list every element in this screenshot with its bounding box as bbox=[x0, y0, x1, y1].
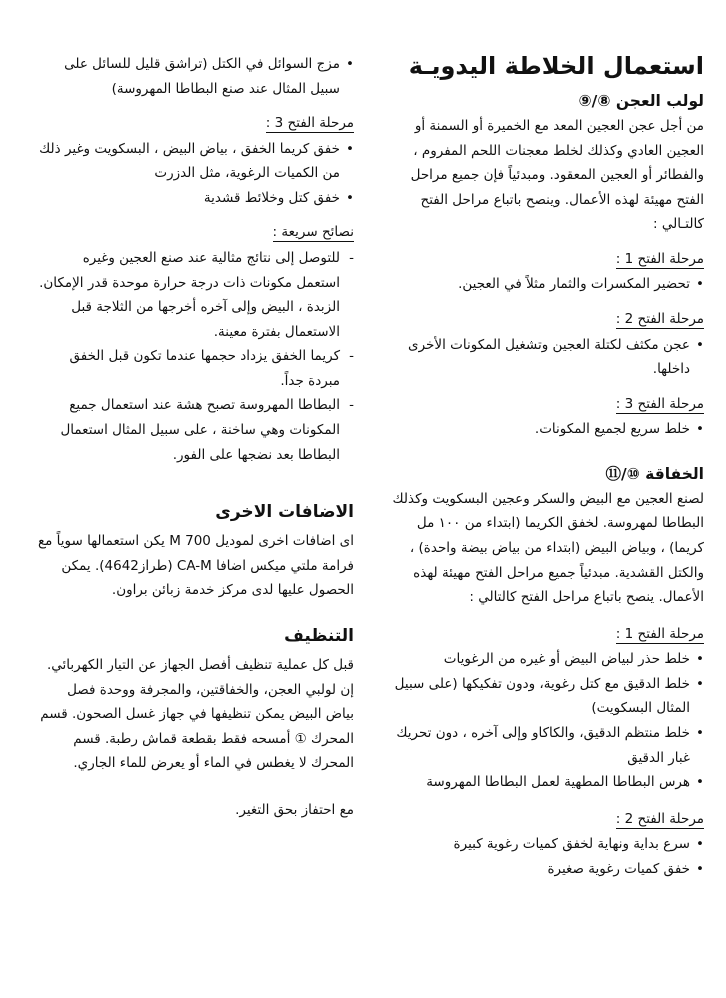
whisk-stage-1-label: مرحلة الفتح 1 : bbox=[615, 625, 704, 642]
accessories-text: اى اضافات اخرى لموديل M 700 يكن استعمالها سوياً مع فرامة ملتي ميكس اضافا CA-M (طراز4642). يمكن الحصول عليها لدى مركز خدمة زبائن براون. bbox=[37, 533, 354, 599]
quick-tips-list bbox=[36, 246, 354, 467]
left-column bbox=[36, 52, 354, 822]
dough-stage-1-label: مرحلة الفتح 1 : bbox=[615, 250, 704, 267]
dough-stage-3-label: مرحلة الفتح 3 : bbox=[615, 395, 704, 412]
list-item: • مزج السوائل في الكتل (تراشق قليل للسائل على سبيل المثال عند صنع البطاطا المهروسة) bbox=[36, 52, 354, 101]
whisk-stage-2-list bbox=[386, 832, 704, 881]
cleaning-text: قبل كل عملية تنظيف أفصل الجهاز عن التيار الكهربائي. إن لولبي العجن، والخفاقتين، والمجرفة ووحدة فصل بياض البيض يمكن تنظيفها في جهاز غسل الصحون. قسم المحرك ① أمسحه فقط بقطعة قماش رطبة. قسم المحرك لا يغطس في الماء أو يعرض للماء الجاري. bbox=[40, 656, 354, 772]
dough-stage-1-list bbox=[386, 272, 704, 297]
list-item: - كريما الخفق يزداد حجمها عندما تكون قبل الخفق مبردة جداً. bbox=[36, 344, 354, 393]
whisk-heading: الخفاقة ⑩/⑪ bbox=[605, 464, 704, 483]
dough-stage-2-list bbox=[386, 333, 704, 382]
list-item: • خلط حذر لبياض البيض أو غيره من الرغويات bbox=[386, 647, 704, 672]
list-item: • خلط منتظم الدقيق، والكاكاو وإلى آخره ، دون تحريك غبار الدقيق bbox=[386, 721, 704, 770]
dough-stage-3-list bbox=[386, 417, 704, 442]
cleaning-heading: التنظيف bbox=[284, 625, 354, 646]
right-column bbox=[386, 52, 704, 881]
accessories-heading: الاضافات الاخرى bbox=[215, 502, 354, 523]
whisk-stage-3-list bbox=[36, 137, 354, 211]
dough-hook-text: من أجل عجن العجين المعد مع الخميرة أو السمنة أو العجين العادي وكذلك لخلط معجنات اللحم المفروم ، والفطائر أو العجين المعقود. ومبدئياً فإن جميع مراحل الفتح مهيئة لهذه الأعمال. وينصح باتباع مراحل الفتح كالتـالي : bbox=[410, 117, 704, 233]
whisk-stage-1-list bbox=[386, 647, 704, 794]
list-item: • خفق كتل وخلائط قشدية bbox=[36, 186, 354, 211]
page-title: استعمال الخلاطة اليدويـة bbox=[408, 52, 704, 80]
list-item: - البطاطا المهروسة تصبح هشة عند استعمال جميع المكونات وهي ساخنة ، على سبيل المثال استعمال البطاطا بعد نضجها على الفور. bbox=[36, 393, 354, 467]
whisk-text: لصنع العجين مع البيض والسكر وعجين البسكويت وكذلك البطاطا لمهروسة. لخفق الكريما (ابتداء من ١٠٠ مل كريما) ، وبياض البيض (ابتداء من بياض بيضة واحدة) ، والكتل القشدية. مبدئياً جميع مراحل الفتح مهيئة لهذه الأعمال. ينصح باتباع مراحل الفتح كالتالي : bbox=[392, 490, 704, 606]
quick-tips-label: نصائح سريعة : bbox=[272, 224, 354, 241]
footer-note: مع احتفاز بحق التغير. bbox=[235, 801, 354, 818]
list-item: • خلط الدقيق مع كتل رغوية، ودون تفكيكها (على سبيل المثال البسكويت) bbox=[386, 672, 704, 721]
list-item: • خفق كميات رغوية صغيرة bbox=[386, 857, 704, 882]
dough-hook-heading: لولب العجن ⑧/⑨ bbox=[578, 91, 704, 110]
list-item: • هرس البطاطا المطهية لعمل البطاطا المهروسة bbox=[386, 770, 704, 795]
whisk-stage-2-label: مرحلة الفتح 2 : bbox=[615, 810, 704, 827]
dough-stage-2-label: مرحلة الفتح 2 : bbox=[615, 310, 704, 327]
list-item: • خلط سريع لجميع المكونات. bbox=[386, 417, 704, 442]
list-item: • عجن مكثف لكتلة العجين وتشغيل المكونات الأخرى داخلها. bbox=[386, 333, 704, 382]
list-item: - للتوصل إلى نتائج مثالية عند صنع العجين وغيره استعمل مكونات ذات درجة حرارة موحدة قدر الإمكان. الزبدة ، البيض وإلى آخره أخرجها من الثلاجة قبل الاستعمال بفترة معينة. bbox=[36, 246, 354, 344]
whisk-stage-3-label: مرحلة الفتح 3 : bbox=[265, 115, 354, 132]
list-item: • خفق كريما الخفق ، بياض البيض ، البسكويت وغير ذلك من الكميات الرغوية، مثل الدزرت bbox=[36, 137, 354, 186]
list-item: • تحضير المكسرات والثمار مثلاً في العجين. bbox=[386, 272, 704, 297]
whisk-stage-2-continued bbox=[36, 52, 354, 101]
list-item: • سرع بداية ونهاية لخفق كميات رغوية كبيرة bbox=[386, 832, 704, 857]
